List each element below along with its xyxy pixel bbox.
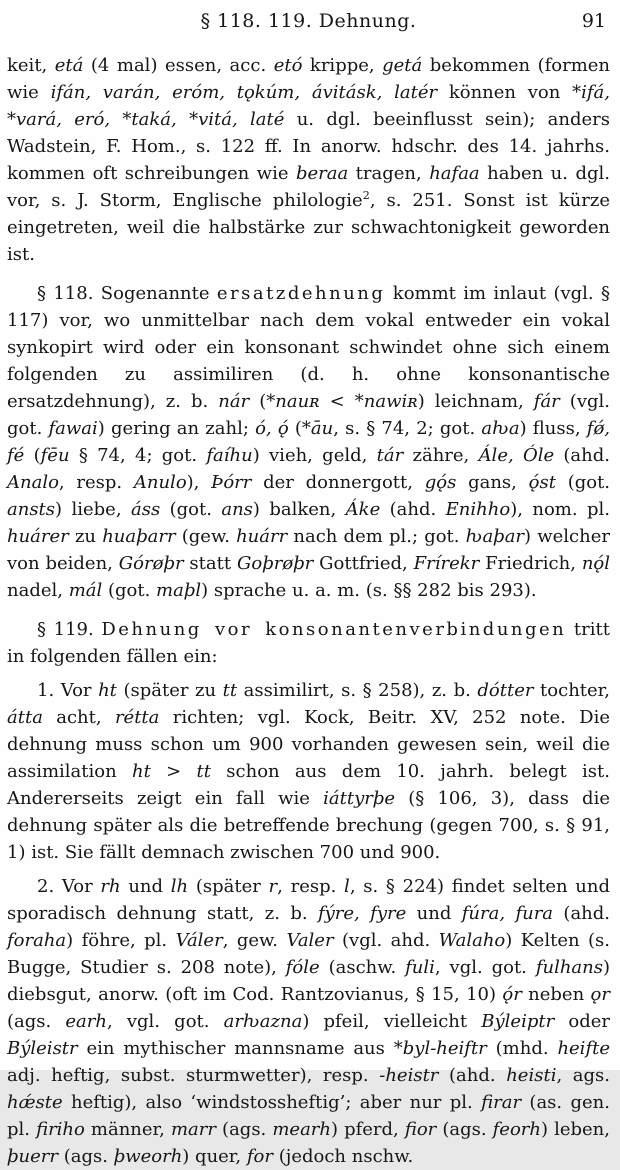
paragraph-continuation: keit, etá (4 mal) essen, acc. etó krippe, getá bekommen (formen wie ifán, varán, eróm, tǫkúm, ávitásk, latér können von *ifá, *vará, eró, *taká, *vitá, laté u. dgl. beeinflusst sein); anders Wadstein, F. Hom., s. 122 ff. In anorw. hdschr. des 14. jahrhs. kommen oft schreibungen wie beraa tragen, hafaa haben u. dgl. vor, s. J. Storm, Englische philologie$^2$, s. 251. Sonst ist kürze eingetreten, weil die halbstärke zur schwachtonigkeit geworden ist.: [7, 55, 611, 265]
page-header: [7, 10, 610, 36]
page-body: [7, 52, 610, 1170]
paragraph-section-119: § 119. Dehnung vor konsonantenverbindungen tritt in folgenden fällen ein:: [7, 619, 610, 667]
paragraph-item-1: 1. Vor ht (später zu tt assimilirt, s. § 258), z. b. dótter tochter, átta acht, rétta richten; vgl. Kock, Beitr. XV, 252 note. Die dehnung muss schon um 900 vorhanden gewesen sein, weil die assimilation ht > tt schon aus dem 10. jahrh. belegt ist. Andererseits zeigt ein fall wie iáttyrþe (§ 106, 3), dass die dehnung später als die betreffende brechung (gegen 700, s. § 91, 1) ist. Sie fällt demnach zwischen 700 und 900.: [7, 680, 611, 863]
page-number: 91: [581, 10, 606, 32]
running-title: § 118. 119. Dehnung.: [200, 10, 417, 32]
paragraph-section-118: § 118. Sogenannte ersatzdehnung kommt im inlaut (vgl. § 117) vor, wo unmittelbar nach dem vokal entweder ein vokal synkopirt wird oder ein konsonant schwindet ohne sich einem folgenden zu assimiliren (d. h. ohne konsonantische ersatzdehnung), z. b. nár (*nauʀ < *nawiʀ) leichnam, fár (vgl. got. fawai) gering an zahl; ó, ǫ́ (*āu, s. § 74, 2; got. aƕa) fluss, fǿ, fé (fēu § 74, 4; got. faíhu) vieh, geld, tár zähre, Ále, Óle (ahd. Analo, resp. Anulo), Þórr der donnergott, gǫ́s gans, ǫ́st (got. ansts) liebe, áss (got. ans) balken, Áke (ahd. Enihho), nom. pl. huárer zu huaþarr (gew. huárr nach dem pl.; got. ƕaþar) welcher von beiden, Górøþr statt Goþrøþr Gottfried, Frírekr Friedrich, nǫ́l nadel, mál (got. maþl) sprache u. a. m. (s. §§ 282 bis 293).: [7, 283, 611, 601]
paragraph-item-2: 2. Vor rh und lh (später r, resp. l, s. § 224) findet selten und sporadisch dehnung statt, z. b. fýre, fyre und fúra, fura (ahd. foraha) föhre, pl. Váler, gew. Valer (vgl. ahd. Walaho) Kelten (s. Bugge, Studier s. 208 note), fóle (aschw. fuli, vgl. got. fulhans) diebsgut, anorw. (oft im Cod. Rantzovianus, § 15, 10) ǫ́r neben ǫr (ags. earh, vgl. got. arƕazna) pfeil, vielleicht Býleiptr oder Býleistr ein mythischer mannsname aus *byl-heiftr (mhd. heifte adj. heftig, subst. sturmwetter), resp. -heistr (ahd. heisti, ags. hǽste heftig), also ‘windstossheftig’; aber nur pl. firar (as. gen. pl. firiho männer, marr (ags. mearh) pferd, fior (ags. feorh) leben, þuerr (ags. þweorh) quer, for (jedoch nschw.: [7, 876, 611, 1167]
